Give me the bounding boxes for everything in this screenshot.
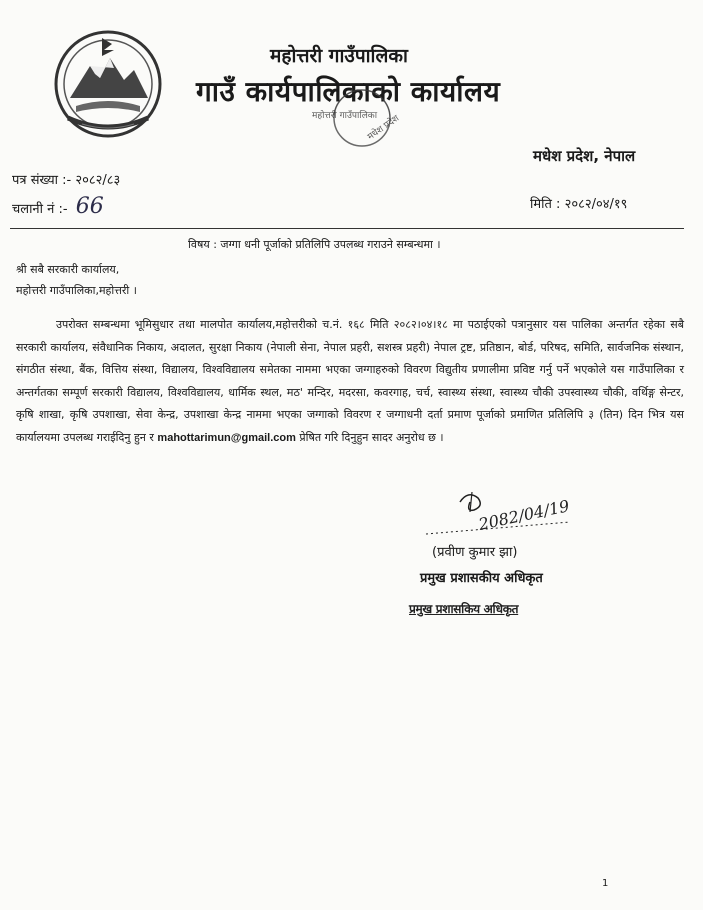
addressee-line-1: श्री सबै सरकारी कार्यालय, (16, 263, 120, 276)
government-emblem-icon (48, 28, 168, 140)
handwritten-signature (420, 488, 610, 550)
email-address: mahottarimun@gmail.com (157, 431, 296, 444)
signatory-title: प्रमुख प्रशासकीय अधिकृत (420, 571, 543, 586)
signature-date: 2082/04/19 (476, 496, 572, 534)
office-title: गाउँ कार्यपालिकाको कार्यालय (196, 75, 501, 108)
dispatch-label: चलानी नं :- (12, 202, 68, 217)
svg-text:मधेश प्रदेश: मधेश प्रदेश (365, 113, 402, 143)
signatory-stamp: प्रमुख प्रशासकिय अधिकृत (409, 602, 519, 616)
signatory-name: (प्रवीण कुमार झा) (432, 545, 518, 560)
letter-date: मिति : २०८२/०४/१९ (530, 197, 628, 212)
addressee-line-2: महोत्तरी गाउँपालिका,महोत्तरी । (16, 284, 137, 297)
dispatch-number-handwritten: 66 (75, 194, 104, 219)
header-divider (10, 228, 684, 229)
office-seal (300, 88, 420, 158)
letter-body (16, 314, 684, 449)
municipality-name: महोत्तरी गाउँपालिका (270, 45, 408, 67)
body-closing: प्रेषित गरि दिनुहुन सादर अनुरोध छ । (299, 430, 444, 444)
dispatch-number-row (12, 194, 104, 219)
subject-line: विषय : जग्गा धनी पूर्जाको प्रतिलिपि उपलब्ध गराउने सम्बन्धमा । (188, 238, 441, 251)
province-line: मधेश प्रदेश, नेपाल (533, 147, 636, 165)
letter-number: पत्र संख्या :- २०८२/८३ (12, 173, 121, 188)
svg-text:महोत्तरी गाउँपालिका: महोत्तरी गाउँपालिका (312, 111, 378, 121)
body-text: उपरोक्त सम्बन्धमा भूमिसुधार तथा मालपोत कार्यालय,महोत्तरीको च.नं. १६८ मिति २०८२।०४।१८ मा पठाईएको पत्रानुसार यस पालिका अन्तर्गत रहेका सबै सरकारी कार्यालय, संवैधानिक निकाय, अदालत, सुरक्षा निकाय (नेपाली सेना, नेपाल प्रहरी, सशस्त्र प्रहरी) नेपाल ट्रष्ट, प्रतिष्ठान, बोर्ड, परिषद, समिति, सार्वजनिक संस्थान, संगठीत संस्था, बैंक, वित्तिय संस्था, विद्यालय, विश्वविद्यालय समेतका नाममा भएका जग्गाहरुको विवरण विद्युतीय प्रणालीमा प्रविष्ट गर्नु पर्ने भएकोले यस गाउँपालिका र अन्तर्गतका सम्पूर्ण सरकारी विद्यालय, विश्वविद्यालय, धार्मिक स्थल, मठ' मन्दिर, मदरसा, कवरगाह, चर्च, स्वास्थ्य संस्था, स्वास्थ्य चौकी उपस्वास्थ्य चौकी, वर्थिङ्ग सेन्टर, कृषि शाखा, कृषि उपशाखा, सेवा केन्द्र, उपशाखा केन्द्र नाममा भएका जग्गाको विवरण र जग्गाधनी दर्ता प्रमाण पूर्जाको प्रमाणित प्रतिलिपि ३ (तिन) दिन भित्र यस कार्यालयमा उपलब्ध गराईदिनु हुन र (16, 318, 684, 444)
page-mark: 1 (602, 878, 609, 889)
